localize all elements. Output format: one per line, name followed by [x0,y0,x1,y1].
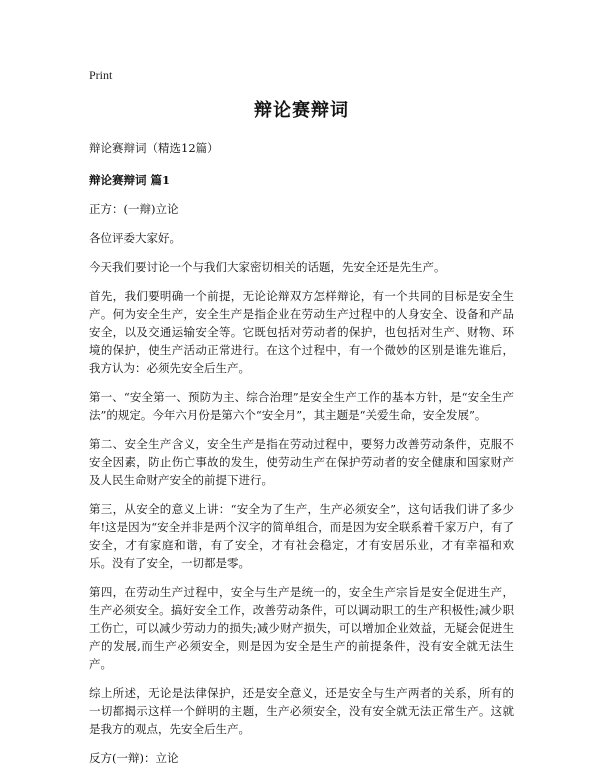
paragraph: 第四，在劳动生产过程中，安全与生产是统一的，安全生产宗旨是安全促进生产，生产必须安全。搞好安全工作，改善劳动条件，可以调动职工的生产积极性;减少职工伤亡，可以减少劳动力的损失;减少财产损失，可以增加企业效益，无疑会促进生产的发展,而生产必须安全，则是因为安全是生产的前提条件，没有安全就无法生产。 [89,585,514,671]
paragraph: 第二、安全生产含义，安全生产是指在劳动过程中，要努力改善劳动条件，克服不安全因素，防止伤亡事故的发生，使劳动生产在保护劳动者的安全健康和国家财产及人民生命财产安全的前提下进行。 [89,437,514,487]
section-heading: 辩论赛辩词 篇1 [89,173,171,187]
paragraph: 第三，从安全的意义上讲：“安全为了生产，生产必须安全”，这句话我们讲了多少年!这是因为“安全并非是两个汉字的简单组合，而是因为安全联系着千家万户，有了安全，才有家庭和谐，有了安全，才有社会稳定，才有安居乐业，才有幸福和欢乐。没有了安全，一切都是零。 [89,502,514,570]
paragraph: 各位评委大家好。 [89,231,181,245]
paragraph: 首先，我们要明确一个前提，无论论辩双方怎样辩论，有一个共同的目标是安全生产。何为安全生产，安全生产是指企业在劳动生产过程中的人身安全、设备和产品安全，以及交通运输安全等。它既包括对劳动者的保护，也包括对生产、财物、环境的保护，使生产活动正常进行。在这个过程中，有一个微妙的区别是谁先谁后，我方认为：必须先安全后生产。 [89,289,514,375]
print-link[interactable]: Print [89,68,113,82]
document-subtitle: 辩论赛辩词（精选12篇） [89,141,219,155]
paragraph: 反方(一辩)：立论 [89,751,179,765]
document-title: 辩论赛辩词 [254,100,349,121]
paragraph: 第一、“安全第一、预防为主、综合治理”是安全生产工作的基本方针，是“安全生产法”的规定。今年六月份是第六个“安全月”，其主题是“关爱生命，安全发展”。 [89,390,514,422]
paragraph: 正方：(一辩)立论 [89,202,179,216]
paragraph: 综上所述，无论是法律保护，还是安全意义，还是安全与生产两者的关系，所有的一切都揭示这样一个鲜明的主题，生产必须安全，没有安全就无法正常生产。这就是我方的观点，先安全后生产。 [89,686,514,736]
paragraph: 今天我们要讨论一个与我们大家密切相关的话题，先安全还是先生产。 [89,260,446,274]
